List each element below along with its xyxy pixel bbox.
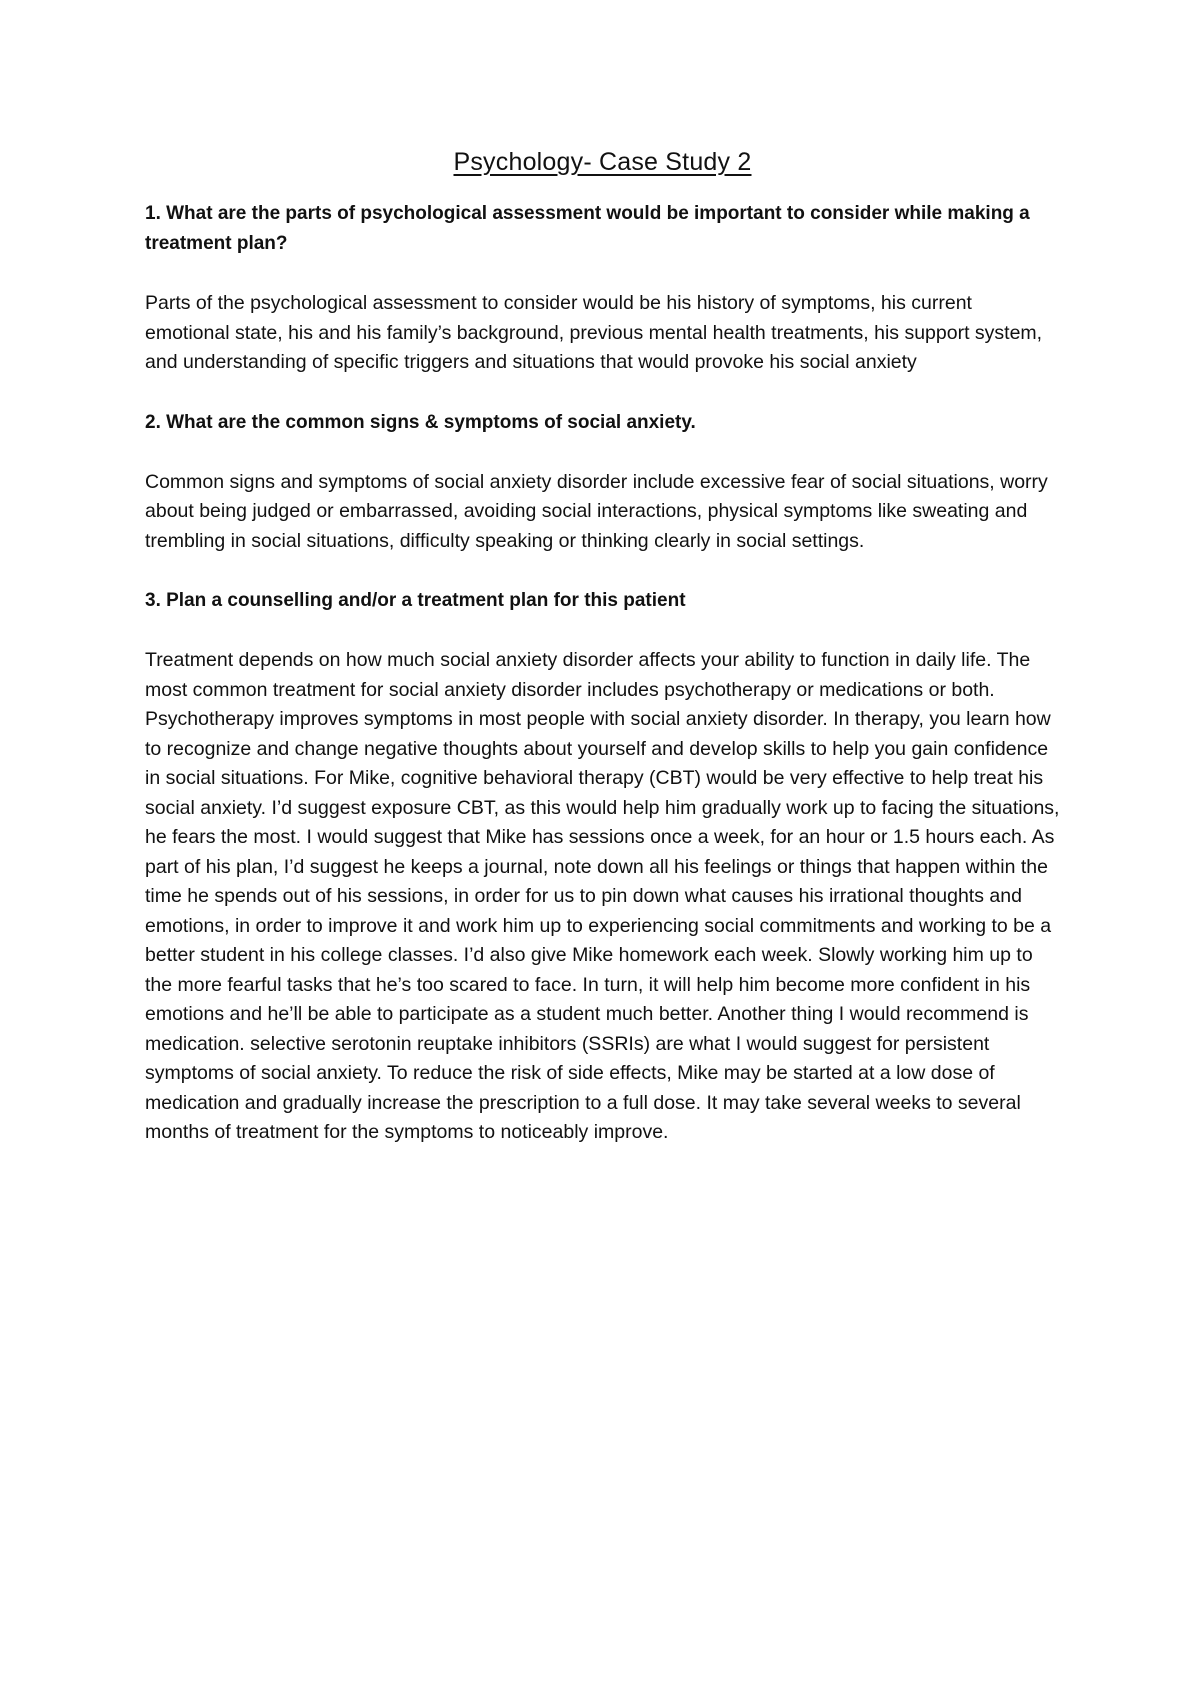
answer-2: Common signs and symptoms of social anxiety disorder include excessive fear of social situations, worry about being judged or embarrassed, avoiding social interactions, physical symptoms like sweating and trembling in social situations, difficulty speaking or thinking clearly in social settings. (145, 470, 1048, 552)
question-2: 2. What are the common signs & symptoms of social anxiety. (145, 411, 696, 433)
answer-3: Treatment depends on how much social anxiety disorder affects your ability to function in daily life. The most common treatment for social anxiety disorder includes psychotherapy or medications or both. Psychotherapy improves symptoms in most people with social anxiety disorder. In therapy, you learn how to recognize and change negative thoughts about yourself and develop skills to help you gain confidence in social situations. For Mike, cognitive behavioral therapy (CBT) would be very effective to help treat his social anxiety. I’d suggest exposure CBT, as this would help him gradually work up to facing the situations, he fears the most. I would suggest that Mike has sessions once a week, for an hour or 1.5 hours each. As part of his plan, I’d suggest he keeps a journal, note down all his feelings or things that happen within the time he spends out of his sessions, in order for us to pin down what causes his irrational thoughts and emotions, in order to improve it and work him up to experiencing social commitments and working to be a better student in his college classes. I’d also give Mike homework each week. Slowly working him up to the more fearful tasks that he’s too scared to face. In turn, it will help him become more confident in his emotions and he’ll be able to participate as a student much better. Another thing I would recommend is medication. selective serotonin reuptake inhibitors (SSRIs) are what I would suggest for persistent symptoms of social anxiety. To reduce the risk of side effects, Mike may be started at a low dose of medication and gradually increase the prescription to a full dose. It may take several weeks to several months of treatment for the symptoms to noticeably improve. (145, 649, 1060, 1143)
document-body (145, 148, 1060, 1178)
question-3: 3. Plan a counselling and/or a treatment plan for this patient (145, 590, 686, 611)
question-1: 1. What are the parts of psychological assessment would be important to consider while making a treatment plan? (145, 203, 1030, 254)
answer-1: Parts of the psychological assessment to consider would be his history of symptoms, his current emotional state, his and his family’s background, previous mental health treatments, his support system, and understanding of specific triggers and situations that would provoke his social anxiety (145, 292, 1043, 373)
document-title: Psychology- Case Study 2 (453, 148, 752, 176)
